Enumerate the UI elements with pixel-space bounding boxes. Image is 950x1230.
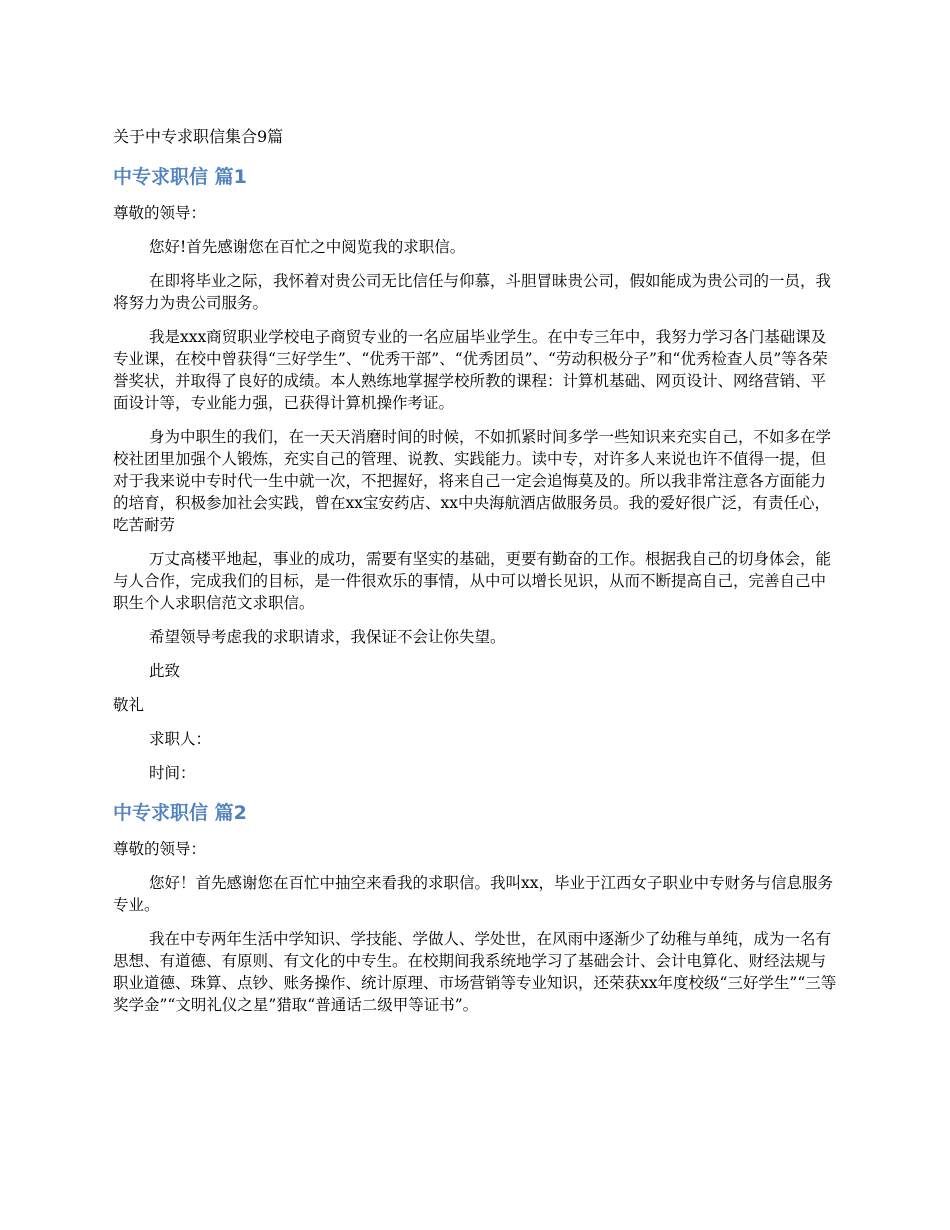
salutation: 尊敬的领导： xyxy=(113,840,207,858)
time-line: 时间： xyxy=(149,764,196,782)
applicant-line: 求职人： xyxy=(149,730,212,748)
paragraph: 我是xxx商贸职业学校电子商贸专业的一名应届毕业学生。在中专三年中，我努力学习各门基础课及专业课，在校中曾获得“三好学生”、“优秀干部”、“优秀团员”、“劳动积极分子”和“优秀检查人员”等各荣誉奖状，并取得了良好的成绩。本人熟练地掌握学校所教的课程：计算机基础、网页设计、网络营销、平面设计等，专业能力强，已获得计算机操作考证。 xyxy=(113,328,828,412)
paragraph: 我在中专两年生活中学知识、学技能、学做人、学处世，在风雨中逐渐少了幼稚与单纯，成为一名有思想、有道德、有原则、有文化的中专生。在校期间我系统地学习了基础会计、会计电算化、财经法规与职业道德、珠算、点钞、账务操作、统计原理、市场营销等专业知识，还荣获xx年度校级“三好学生”“三等奖学金”“文明礼仪之星”猎取“普通话二级甲等证书”。 xyxy=(113,930,837,1014)
paragraph: 您好！首先感谢您在百忙中抽空来看我的求职信。我叫xx，毕业于江西女子职业中专财务与信息服务专业。 xyxy=(113,874,833,914)
paragraph: 希望领导考虑我的求职请求，我保证不会让你失望。 xyxy=(149,628,506,646)
paragraph: 在即将毕业之际，我怀着对贵公司无比信任与仰慕，斗胆冒昧贵公司，假如能成为贵公司的一员，我将努力为贵公司服务。 xyxy=(113,272,832,312)
paragraph: 您好!首先感谢您在百忙之中阅览我的求职信。 xyxy=(149,238,466,256)
closing-line: 此致 xyxy=(149,662,181,680)
paragraph: 身为中职生的我们，在一天天消磨时间的时候，不如抓紧时间多学一些知识来充实自己，不如多在学校社团里加强个人锻炼，充实自己的管理、说教、实践能力。读中专，对许多人来说也许不值得一提，但对于我来说中专时代一生中就一次，不把握好，将来自己一定会追悔莫及的。所以我非常注意各方面能力的培育，积极参加社会实践，曾在xx宝安药店、xx中央海航酒店做服务员。我的爱好很广泛，有责任心，吃苦耐劳 xyxy=(113,428,832,534)
closing-salute: 敬礼 xyxy=(113,696,145,714)
section-heading-1: 中专求职信 篇1 xyxy=(113,166,247,188)
salutation: 尊敬的领导： xyxy=(113,204,207,222)
document-body xyxy=(113,126,840,1028)
section-heading-2: 中专求职信 篇2 xyxy=(113,802,247,824)
paragraph: 万丈高楼平地起，事业的成功，需要有坚实的基础，更要有勤奋的工作。根据我自己的切身体会，能与人合作，完成我们的目标，是一件很欢乐的事情，从中可以增长见识，从而不断提高自己，完善自己中职生个人求职信范文求职信。 xyxy=(113,550,832,612)
document-title: 关于中专求职信集合9篇 xyxy=(113,127,284,146)
